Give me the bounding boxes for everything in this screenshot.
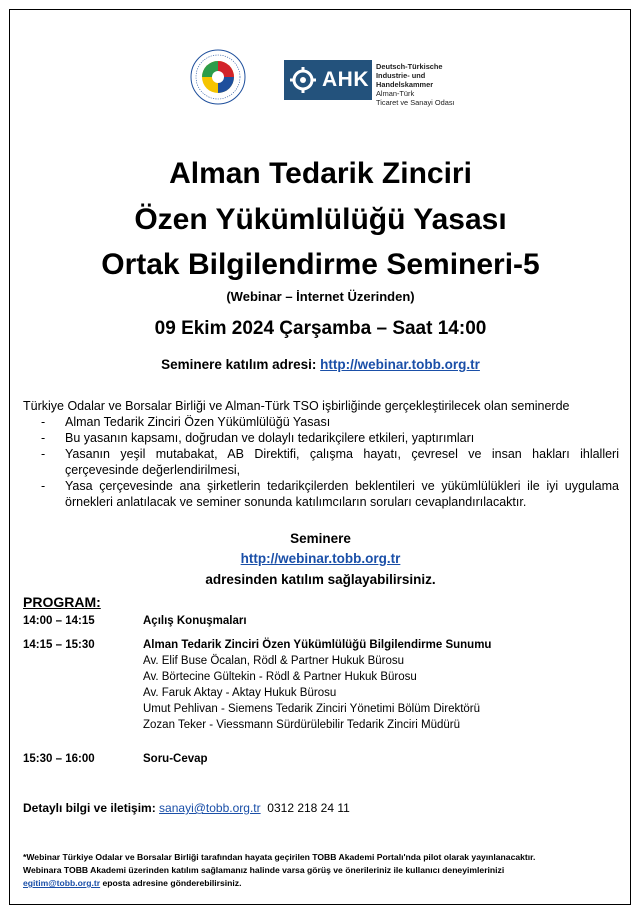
topic-list [23, 414, 619, 510]
footnote-email-link[interactable]: egitim@tobb.org.tr [23, 878, 101, 888]
webinar-link[interactable]: http://webinar.tobb.org.tr [320, 357, 480, 372]
participation-address [0, 357, 641, 372]
ahk-line-2: Industrie- und Handelskammer [376, 71, 434, 89]
footnote-line-1: *Webinar Türkiye Odalar ve Borsalar Birliği tarafından hayata geçirilen TOBB Akademi Portalı'nda pilot olarak yayınlanacaktır. [23, 852, 536, 862]
speaker: Av. Börtecine Gültekin - Rödl & Partner Hukuk Bürosu [143, 671, 417, 683]
footnote-line-2: Webinara TOBB Akademi üzerinden katılım sağlamanız halinde varsa görüş ve önerileriniz ile kullanıcı deneyimlerinizi [23, 865, 505, 875]
list-item: - Bu yasanın kapsamı, doğrudan ve dolaylı tedarikçilere etkileri, yaptırımları [41, 431, 475, 445]
ahk-badge [284, 60, 372, 100]
title-line-3: Ortak Bilgilendirme Semineri-5 [101, 248, 540, 281]
footnote-line-3: egitim@tobb.org.tr eposta adresine gönderebilirsiniz. [23, 878, 242, 888]
footnote [23, 851, 619, 890]
contact-email-link[interactable]: sanayi@tobb.org.tr [159, 801, 261, 815]
program-title: Açılış Konuşmaları [143, 615, 247, 627]
program-title: Alman Tedarik Zinciri Özen Yükümlülüğü Bilgilendirme Sunumu [143, 639, 492, 651]
ahk-line-1: Deutsch-Türkische [376, 62, 443, 71]
address-label: Seminere katılım adresi: [161, 357, 321, 372]
cta-webinar-link[interactable]: http://webinar.tobb.org.tr [240, 551, 401, 566]
cta-line-1: Seminere [290, 531, 351, 546]
list-item: - Yasa çerçevesinde ana şirketlerin tedarikçilerden beklentileri ve yükümlülükleri ile iyi uygulama örnekleri anlatılacak ve seminer sonunda katılımcıların soruları cevaplandırılacaktır. [41, 479, 619, 509]
ahk-wordmark: AHK [322, 68, 369, 91]
gear-icon [289, 66, 317, 94]
title-line-2: Özen Yükümlülüğü Yasası [134, 203, 507, 236]
ahk-line-3: Alman-Türk [376, 89, 415, 98]
program-time: 14:00 – 14:15 [23, 615, 95, 627]
speaker: Av. Elif Buse Öcalan, Rödl & Partner Hukuk Bürosu [143, 655, 405, 667]
ahk-line-4: Ticaret ve Sanayi Odası [376, 98, 455, 107]
subtitle: (Webinar – İnternet Üzerinden) [226, 289, 415, 304]
tobb-logo [190, 49, 246, 105]
program-time: 15:30 – 16:00 [23, 753, 95, 765]
contact-phone: 0312 218 24 11 [267, 801, 350, 815]
program-time: 14:15 – 15:30 [23, 639, 95, 651]
program-title: Soru-Cevap [143, 753, 208, 765]
ahk-description [376, 62, 484, 107]
speaker: Zozan Teker - Viessmann Sürdürülebilir Tedarik Zinciri Müdürü [143, 719, 461, 731]
title-line-1: Alman Tedarik Zinciri [169, 157, 472, 190]
program-heading: PROGRAM: [23, 594, 101, 610]
cta-line-3: adresinden katılım sağlayabilirsiniz. [205, 572, 436, 587]
event-date: 09 Ekim 2024 Çarşamba – Saat 14:00 [154, 318, 487, 339]
speaker: Av. Faruk Aktay - Aktay Hukuk Bürosu [143, 687, 337, 699]
intro-text: Türkiye Odalar ve Borsalar Birliği ve Alman-Türk TSO işbirliğinde gerçekleştirilecek olan seminerde [23, 399, 570, 413]
contact-label: Detaylı bilgi ve iletişim: [23, 801, 160, 815]
contact-info [23, 801, 350, 815]
ahk-logo [284, 60, 484, 107]
speaker: Umut Pehlivan - Siemens Tedarik Zinciri Yönetimi Bölüm Direktörü [143, 703, 481, 715]
list-item: - Alman Tedarik Zinciri Özen Yükümlülüğü Yasası [41, 415, 331, 429]
list-item: - Yasanın yeşil mutabakat, AB Direktifi, çalışma hayatı, çevresel ve insan hakları ihlalleri çerçevesinde değerlendirilmesi, [41, 447, 619, 477]
cta-link-line [0, 550, 641, 568]
